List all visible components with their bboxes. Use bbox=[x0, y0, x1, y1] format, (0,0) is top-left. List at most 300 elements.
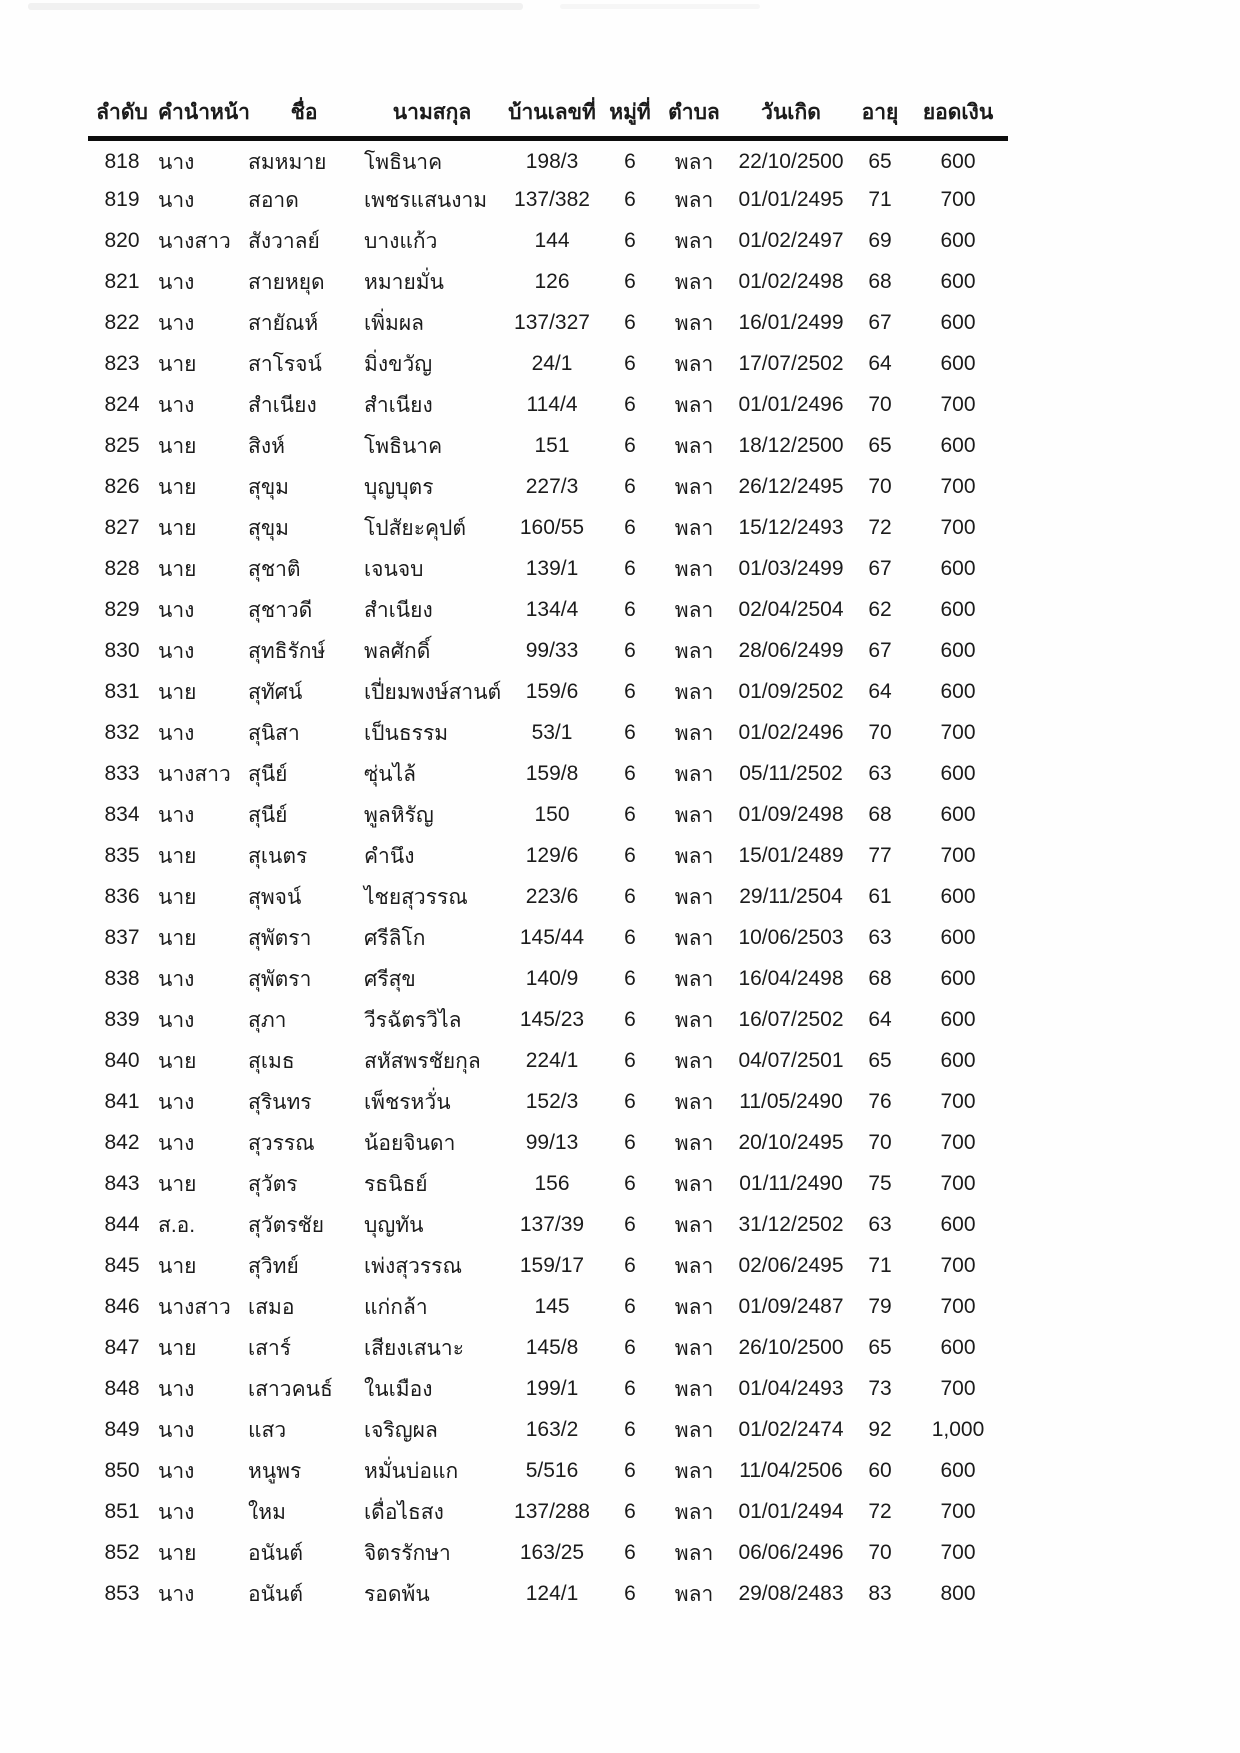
cell-house-no: 156 bbox=[534, 1172, 570, 1195]
cell-house-no: 152/3 bbox=[525, 1090, 579, 1113]
cell-age: 68 bbox=[868, 270, 892, 293]
cell-age: 70 bbox=[868, 475, 892, 498]
cell-birth-date: 20/10/2495 bbox=[738, 1131, 844, 1154]
cell-age: 79 bbox=[868, 1295, 892, 1318]
cell-birth-date: 01/09/2487 bbox=[738, 1295, 844, 1318]
cell-no: 824 bbox=[104, 393, 140, 416]
cell-title: นาง bbox=[158, 967, 195, 991]
cell-amount: 600 bbox=[940, 762, 976, 785]
cell-house-no: 145 bbox=[534, 1295, 570, 1318]
cell-amount: 600 bbox=[940, 1459, 976, 1482]
table-row bbox=[88, 1082, 1008, 1123]
cell-amount: 600 bbox=[940, 885, 976, 908]
cell-subdistrict: พลา bbox=[674, 926, 714, 950]
cell-title: นาย bbox=[158, 516, 197, 540]
cell-last-name: ศรีสุข bbox=[364, 967, 416, 991]
cell-last-name: พลศักดิ์ bbox=[364, 639, 431, 663]
cell-last-name: เสียงเสนาะ bbox=[364, 1336, 464, 1360]
cell-title: นาง bbox=[158, 1459, 195, 1483]
cell-no: 845 bbox=[104, 1254, 140, 1277]
cell-subdistrict: พลา bbox=[674, 885, 714, 909]
cell-birth-date: 16/04/2498 bbox=[738, 967, 844, 990]
cell-house-no: 137/39 bbox=[519, 1213, 585, 1236]
table-row bbox=[88, 262, 1008, 303]
cell-house-no: 224/1 bbox=[525, 1049, 579, 1072]
cell-last-name: น้อยจินดา bbox=[364, 1131, 456, 1155]
cell-birth-date: 16/07/2502 bbox=[738, 1008, 844, 1031]
cell-amount: 600 bbox=[940, 598, 976, 621]
cell-house-no: 145/44 bbox=[519, 926, 585, 949]
table-row bbox=[88, 1328, 1008, 1369]
cell-age: 63 bbox=[868, 1213, 892, 1236]
cell-no: 838 bbox=[104, 967, 140, 990]
cell-first-name: สุวัตร bbox=[248, 1172, 298, 1196]
cell-last-name: เป็นธรรม bbox=[364, 721, 449, 745]
cell-last-name: บุญทัน bbox=[364, 1213, 424, 1237]
cell-village-no: 6 bbox=[624, 598, 636, 621]
table-row bbox=[88, 139, 1008, 180]
table-row bbox=[88, 1410, 1008, 1451]
cell-no: 828 bbox=[104, 557, 140, 580]
cell-title: นาย bbox=[158, 1049, 197, 1073]
cell-title: นาง bbox=[158, 1131, 195, 1155]
cell-last-name: หมายมั่น bbox=[364, 270, 444, 294]
cell-first-name: สังวาลย์ bbox=[248, 229, 320, 253]
cell-subdistrict: พลา bbox=[674, 352, 714, 376]
table-row bbox=[88, 344, 1008, 385]
cell-subdistrict: พลา bbox=[674, 188, 714, 212]
cell-no: 832 bbox=[104, 721, 140, 744]
cell-last-name: ซุ่นไล้ bbox=[364, 762, 417, 786]
cell-subdistrict: พลา bbox=[674, 270, 714, 294]
table-row bbox=[88, 713, 1008, 754]
cell-age: 64 bbox=[868, 680, 892, 703]
cell-no: 852 bbox=[104, 1541, 140, 1564]
table-row bbox=[88, 1000, 1008, 1041]
cell-title: นางสาว bbox=[158, 1295, 231, 1319]
scan-artifact-streak bbox=[28, 3, 523, 10]
cell-title: นาย bbox=[158, 434, 197, 458]
cell-first-name: สุชาวดี bbox=[248, 598, 313, 622]
cell-age: 65 bbox=[868, 434, 892, 457]
cell-title: นาย bbox=[158, 844, 197, 868]
cell-house-no: 159/17 bbox=[519, 1254, 585, 1277]
cell-no: 847 bbox=[104, 1336, 140, 1359]
cell-title: นาง bbox=[158, 270, 195, 294]
cell-title: นาง bbox=[158, 1418, 195, 1442]
cell-first-name: สุพัตรา bbox=[248, 926, 312, 950]
cell-village-no: 6 bbox=[624, 393, 636, 416]
cell-last-name: แก่กล้า bbox=[364, 1295, 428, 1319]
cell-last-name: หมั่นบ่อแก bbox=[364, 1459, 459, 1483]
cell-last-name: โพธินาค bbox=[364, 434, 443, 458]
cell-first-name: สุนิสา bbox=[248, 721, 300, 745]
scan-artifact-streak bbox=[560, 4, 760, 9]
cell-subdistrict: พลา bbox=[674, 598, 714, 622]
cell-birth-date: 22/10/2500 bbox=[738, 150, 844, 174]
cell-subdistrict: พลา bbox=[674, 721, 714, 745]
cell-house-no: 150 bbox=[534, 803, 570, 826]
table-row bbox=[88, 221, 1008, 262]
cell-birth-date: 17/07/2502 bbox=[738, 352, 844, 375]
cell-last-name: โพธินาค bbox=[364, 150, 443, 174]
cell-house-no: 99/33 bbox=[525, 639, 579, 662]
table-row bbox=[88, 672, 1008, 713]
cell-title: ส.อ. bbox=[158, 1213, 196, 1237]
cell-subdistrict: พลา bbox=[674, 1500, 714, 1524]
cell-village-no: 6 bbox=[624, 1090, 636, 1113]
cell-no: 843 bbox=[104, 1172, 140, 1195]
cell-subdistrict: พลา bbox=[674, 1008, 714, 1032]
cell-first-name: เสาร์ bbox=[248, 1336, 292, 1360]
beneficiary-table bbox=[88, 96, 1008, 1615]
cell-house-no: 139/1 bbox=[525, 557, 579, 580]
cell-amount: 700 bbox=[940, 1541, 976, 1564]
table-row bbox=[88, 426, 1008, 467]
table-row bbox=[88, 1246, 1008, 1287]
cell-subdistrict: พลา bbox=[674, 229, 714, 253]
table-row bbox=[88, 590, 1008, 631]
cell-amount: 700 bbox=[940, 475, 976, 498]
cell-age: 67 bbox=[868, 311, 892, 334]
cell-subdistrict: พลา bbox=[674, 1582, 714, 1606]
cell-subdistrict: พลา bbox=[674, 516, 714, 540]
cell-subdistrict: พลา bbox=[674, 311, 714, 335]
cell-village-no: 6 bbox=[624, 1295, 636, 1318]
cell-house-no: 134/4 bbox=[525, 598, 579, 621]
cell-no: 823 bbox=[104, 352, 140, 375]
cell-house-no: 223/6 bbox=[525, 885, 579, 908]
cell-amount: 600 bbox=[940, 639, 976, 662]
cell-last-name: จิตรรักษา bbox=[364, 1541, 451, 1565]
cell-subdistrict: พลา bbox=[674, 393, 714, 417]
cell-village-no: 6 bbox=[624, 1131, 636, 1154]
cell-subdistrict: พลา bbox=[674, 434, 714, 458]
cell-last-name: เดื่อไธสง bbox=[364, 1500, 444, 1524]
cell-village-no: 6 bbox=[624, 1500, 636, 1523]
cell-last-name: สหัสพรชัยกุล bbox=[364, 1049, 481, 1073]
cell-house-no: 99/13 bbox=[525, 1131, 579, 1154]
table-row bbox=[88, 549, 1008, 590]
cell-first-name: สุขุม bbox=[248, 475, 290, 499]
cell-house-no: 5/516 bbox=[525, 1459, 579, 1482]
cell-village-no: 6 bbox=[624, 434, 636, 457]
cell-no: 837 bbox=[104, 926, 140, 949]
cell-village-no: 6 bbox=[624, 475, 636, 498]
cell-title: นาย bbox=[158, 885, 197, 909]
cell-last-name: โปสัยะคุปต์ bbox=[364, 516, 467, 540]
cell-house-no: 137/382 bbox=[514, 188, 590, 211]
cell-no: 820 bbox=[104, 229, 140, 252]
cell-amount: 700 bbox=[940, 393, 976, 416]
cell-first-name: เสาวคนธ์ bbox=[248, 1377, 333, 1401]
cell-birth-date: 02/06/2495 bbox=[738, 1254, 844, 1277]
cell-village-no: 6 bbox=[624, 188, 636, 211]
cell-village-no: 6 bbox=[624, 352, 636, 375]
cell-first-name: สุภา bbox=[248, 1008, 287, 1032]
cell-birth-date: 01/03/2499 bbox=[738, 557, 844, 580]
cell-age: 64 bbox=[868, 1008, 892, 1031]
cell-no: 840 bbox=[104, 1049, 140, 1072]
cell-no: 836 bbox=[104, 885, 140, 908]
cell-age: 73 bbox=[868, 1377, 892, 1400]
cell-subdistrict: พลา bbox=[674, 1090, 714, 1114]
cell-amount: 800 bbox=[940, 1582, 976, 1605]
cell-birth-date: 01/02/2474 bbox=[738, 1418, 844, 1441]
cell-amount: 600 bbox=[940, 150, 976, 174]
cell-birth-date: 01/02/2497 bbox=[738, 229, 844, 252]
cell-first-name: แสว bbox=[248, 1418, 287, 1442]
cell-birth-date: 31/12/2502 bbox=[738, 1213, 844, 1236]
cell-village-no: 6 bbox=[624, 885, 636, 908]
table-row bbox=[88, 303, 1008, 344]
cell-subdistrict: พลา bbox=[674, 1213, 714, 1237]
cell-village-no: 6 bbox=[624, 557, 636, 580]
cell-first-name: สุทธิรักษ์ bbox=[248, 639, 326, 663]
cell-age: 67 bbox=[868, 639, 892, 662]
cell-first-name: เสมอ bbox=[248, 1295, 295, 1319]
cell-last-name: เจนจบ bbox=[364, 557, 424, 581]
cell-birth-date: 01/01/2495 bbox=[738, 188, 844, 211]
cell-no: 830 bbox=[104, 639, 140, 662]
cell-house-no: 137/288 bbox=[514, 1500, 590, 1523]
cell-title: นาย bbox=[158, 680, 197, 704]
cell-subdistrict: พลา bbox=[674, 1336, 714, 1360]
cell-village-no: 6 bbox=[624, 680, 636, 703]
cell-last-name: เปี่ยมพงษ์สานต์ bbox=[364, 680, 502, 704]
cell-no: 844 bbox=[104, 1213, 140, 1236]
cell-no: 819 bbox=[104, 188, 140, 211]
cell-last-name: พูลหิรัญ bbox=[364, 803, 434, 827]
table-body bbox=[88, 139, 1008, 1615]
cell-age: 62 bbox=[868, 598, 892, 621]
cell-amount: 600 bbox=[940, 803, 976, 826]
cell-title: นาย bbox=[158, 352, 197, 376]
cell-title: นาย bbox=[158, 1254, 197, 1278]
cell-birth-date: 01/01/2496 bbox=[738, 393, 844, 416]
cell-no: 853 bbox=[104, 1582, 140, 1605]
cell-first-name: สมหมาย bbox=[248, 150, 327, 174]
cell-amount: 700 bbox=[940, 516, 976, 539]
cell-amount: 700 bbox=[940, 1500, 976, 1523]
cell-no: 825 bbox=[104, 434, 140, 457]
cell-house-no: 199/1 bbox=[525, 1377, 579, 1400]
cell-title: นาง bbox=[158, 1500, 195, 1524]
cell-title: นางสาว bbox=[158, 229, 231, 253]
table-row bbox=[88, 1041, 1008, 1082]
cell-house-no: 145/8 bbox=[525, 1336, 579, 1359]
cell-amount: 600 bbox=[940, 1336, 976, 1359]
table-row bbox=[88, 1164, 1008, 1205]
cell-no: 846 bbox=[104, 1295, 140, 1318]
cell-house-no: 124/1 bbox=[525, 1582, 579, 1605]
cell-subdistrict: พลา bbox=[674, 844, 714, 868]
cell-age: 67 bbox=[868, 557, 892, 580]
cell-birth-date: 15/12/2493 bbox=[738, 516, 844, 539]
cell-village-no: 6 bbox=[624, 762, 636, 785]
cell-no: 839 bbox=[104, 1008, 140, 1031]
cell-amount: 700 bbox=[940, 1295, 976, 1318]
cell-first-name: สุเมธ bbox=[248, 1049, 295, 1073]
cell-amount: 600 bbox=[940, 1049, 976, 1072]
cell-title: นางสาว bbox=[158, 762, 231, 786]
cell-age: 65 bbox=[868, 1049, 892, 1072]
cell-title: นาง bbox=[158, 1377, 195, 1401]
cell-amount: 600 bbox=[940, 311, 976, 334]
cell-village-no: 6 bbox=[624, 516, 636, 539]
cell-birth-date: 11/04/2506 bbox=[739, 1459, 843, 1482]
cell-house-no: 114/4 bbox=[526, 393, 578, 416]
cell-title: นาง bbox=[158, 1090, 195, 1114]
column-header-no: ลำดับ bbox=[96, 101, 148, 124]
cell-no: 831 bbox=[104, 680, 140, 703]
cell-village-no: 6 bbox=[624, 1541, 636, 1564]
cell-house-no: 227/3 bbox=[525, 475, 579, 498]
cell-first-name: สุนีย์ bbox=[248, 803, 288, 827]
cell-house-no: 144 bbox=[534, 229, 570, 252]
cell-first-name: สำเนียง bbox=[248, 393, 317, 417]
cell-age: 68 bbox=[868, 803, 892, 826]
column-header-house-no: บ้านเลขที่ bbox=[508, 101, 596, 124]
cell-village-no: 6 bbox=[624, 1254, 636, 1277]
cell-village-no: 6 bbox=[624, 311, 636, 334]
cell-birth-date: 10/06/2503 bbox=[738, 926, 844, 949]
cell-village-no: 6 bbox=[624, 1418, 636, 1441]
cell-subdistrict: พลา bbox=[674, 1049, 714, 1073]
cell-age: 71 bbox=[868, 1254, 892, 1277]
cell-last-name: คำนึง bbox=[364, 844, 415, 868]
cell-no: 821 bbox=[104, 270, 140, 293]
cell-subdistrict: พลา bbox=[674, 639, 714, 663]
cell-village-no: 6 bbox=[624, 1213, 636, 1236]
cell-house-no: 24/1 bbox=[531, 352, 573, 375]
column-header-amount: ยอดเงิน bbox=[922, 101, 994, 124]
cell-last-name: เพ็ชรหวั่น bbox=[364, 1090, 451, 1114]
cell-no: 850 bbox=[104, 1459, 140, 1482]
cell-no: 818 bbox=[104, 150, 140, 174]
cell-birth-date: 29/08/2483 bbox=[738, 1582, 844, 1605]
cell-amount: 700 bbox=[940, 1172, 976, 1195]
cell-subdistrict: พลา bbox=[674, 1541, 714, 1565]
cell-house-no: 159/6 bbox=[525, 680, 579, 703]
cell-birth-date: 05/11/2502 bbox=[739, 762, 843, 785]
cell-amount: 1,000 bbox=[931, 1418, 985, 1441]
cell-amount: 700 bbox=[940, 1377, 976, 1400]
cell-last-name: เพ่งสุวรรณ bbox=[364, 1254, 462, 1278]
cell-house-no: 129/6 bbox=[525, 844, 579, 867]
cell-birth-date: 01/01/2494 bbox=[738, 1500, 844, 1523]
cell-age: 70 bbox=[868, 393, 892, 416]
cell-amount: 600 bbox=[940, 557, 976, 580]
cell-age: 72 bbox=[868, 1500, 892, 1523]
cell-title: นาง bbox=[158, 598, 195, 622]
cell-first-name: สายหยุด bbox=[248, 270, 325, 294]
cell-amount: 600 bbox=[940, 967, 976, 990]
cell-amount: 600 bbox=[940, 680, 976, 703]
cell-age: 77 bbox=[868, 844, 892, 867]
cell-first-name: สุขุม bbox=[248, 516, 290, 540]
cell-age: 61 bbox=[868, 885, 892, 908]
cell-village-no: 6 bbox=[624, 1582, 636, 1605]
cell-title: นาง bbox=[158, 188, 195, 212]
cell-house-no: 198/3 bbox=[525, 150, 579, 174]
cell-last-name: ในเมือง bbox=[364, 1377, 433, 1401]
cell-no: 851 bbox=[104, 1500, 140, 1523]
cell-first-name: สุชาติ bbox=[248, 557, 301, 581]
cell-house-no: 163/2 bbox=[525, 1418, 579, 1441]
cell-subdistrict: พลา bbox=[674, 1418, 714, 1442]
cell-title: นาย bbox=[158, 1172, 197, 1196]
cell-amount: 600 bbox=[940, 434, 976, 457]
cell-first-name: สุทัศน์ bbox=[248, 680, 303, 704]
cell-birth-date: 04/07/2501 bbox=[738, 1049, 844, 1072]
cell-last-name: เพิ่มผล bbox=[364, 311, 425, 335]
table-row bbox=[88, 754, 1008, 795]
table-row bbox=[88, 1451, 1008, 1492]
table-row bbox=[88, 180, 1008, 221]
cell-village-no: 6 bbox=[624, 721, 636, 744]
cell-birth-date: 11/05/2490 bbox=[739, 1090, 843, 1113]
table-row bbox=[88, 1287, 1008, 1328]
cell-village-no: 6 bbox=[624, 803, 636, 826]
cell-birth-date: 01/02/2496 bbox=[738, 721, 844, 744]
cell-village-no: 6 bbox=[624, 639, 636, 662]
cell-house-no: 145/23 bbox=[519, 1008, 585, 1031]
cell-age: 71 bbox=[868, 188, 892, 211]
cell-birth-date: 01/09/2502 bbox=[738, 680, 844, 703]
cell-village-no: 6 bbox=[624, 844, 636, 867]
cell-last-name: บุญบุตร bbox=[364, 475, 434, 499]
cell-first-name: สายัณห์ bbox=[248, 311, 319, 335]
table-row bbox=[88, 795, 1008, 836]
cell-no: 822 bbox=[104, 311, 140, 334]
cell-subdistrict: พลา bbox=[674, 1254, 714, 1278]
cell-subdistrict: พลา bbox=[674, 1377, 714, 1401]
cell-last-name: สำเนียง bbox=[364, 393, 433, 417]
cell-village-no: 6 bbox=[624, 270, 636, 293]
cell-first-name: อนันต์ bbox=[248, 1582, 303, 1606]
cell-subdistrict: พลา bbox=[674, 967, 714, 991]
cell-village-no: 6 bbox=[624, 1008, 636, 1031]
cell-house-no: 137/327 bbox=[514, 311, 590, 334]
cell-title: นาย bbox=[158, 926, 197, 950]
cell-subdistrict: พลา bbox=[674, 475, 714, 499]
cell-age: 72 bbox=[868, 516, 892, 539]
table-row bbox=[88, 1492, 1008, 1533]
cell-amount: 700 bbox=[940, 1254, 976, 1277]
cell-birth-date: 01/11/2490 bbox=[739, 1172, 843, 1195]
cell-subdistrict: พลา bbox=[674, 1459, 714, 1483]
cell-village-no: 6 bbox=[624, 1172, 636, 1195]
cell-age: 63 bbox=[868, 926, 892, 949]
cell-age: 60 bbox=[868, 1459, 892, 1482]
cell-subdistrict: พลา bbox=[674, 803, 714, 827]
column-header-subdistrict: ตำบล bbox=[668, 101, 720, 124]
cell-age: 65 bbox=[868, 1336, 892, 1359]
table-row bbox=[88, 836, 1008, 877]
cell-first-name: สุพัตรา bbox=[248, 967, 312, 991]
cell-age: 70 bbox=[868, 1541, 892, 1564]
cell-title: นาง bbox=[158, 150, 195, 174]
cell-house-no: 159/8 bbox=[525, 762, 579, 785]
cell-last-name: เจริญผล bbox=[364, 1418, 438, 1442]
cell-house-no: 163/25 bbox=[519, 1541, 585, 1564]
cell-birth-date: 01/09/2498 bbox=[738, 803, 844, 826]
cell-birth-date: 26/10/2500 bbox=[738, 1336, 844, 1359]
table-row bbox=[88, 385, 1008, 426]
cell-amount: 600 bbox=[940, 1008, 976, 1031]
cell-title: นาย bbox=[158, 557, 197, 581]
